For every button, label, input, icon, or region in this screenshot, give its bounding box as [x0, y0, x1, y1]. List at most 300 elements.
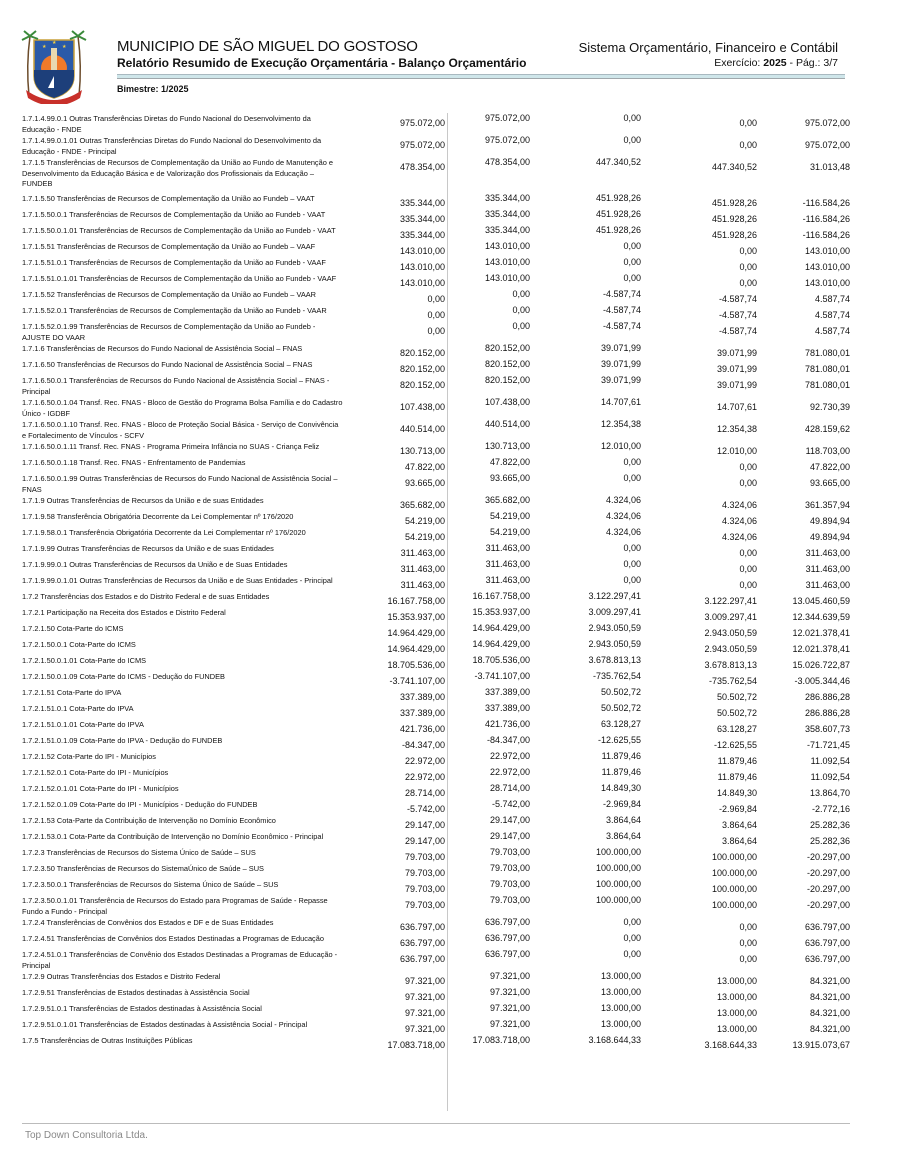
realized-in-bimester: 100.000,00: [595, 863, 641, 873]
updated-forecast: 143.010,00: [484, 257, 530, 267]
table-row: [0, 359, 900, 375]
initial-forecast: 636.797,00: [399, 922, 445, 932]
balance: 975.072,00: [804, 118, 850, 128]
updated-forecast: 16.167.758,00: [472, 591, 530, 601]
row-description: 1.7.2.1.50.0.1 Cota-Parte do ICMS: [22, 640, 136, 649]
table-row: [0, 457, 900, 473]
realized-to-date: 14.707,61: [716, 402, 757, 412]
realized-to-date: 447.340,52: [711, 162, 757, 172]
updated-forecast: 107.438,00: [484, 397, 530, 407]
realized-in-bimester: 14.849,30: [600, 783, 641, 793]
initial-forecast: 22.972,00: [404, 756, 445, 766]
balance: -116.584,26: [802, 214, 850, 224]
svg-text:★: ★: [62, 44, 67, 50]
initial-forecast: 79.703,00: [404, 884, 445, 894]
updated-forecast: 478.354,00: [484, 157, 530, 167]
municipal-coat-of-arms-logo: [20, 26, 88, 104]
realized-to-date: -4.587,74: [718, 326, 757, 336]
realized-to-date: 13.000,00: [716, 976, 757, 986]
updated-forecast: 22.972,00: [489, 751, 530, 761]
balance: 49.894,94: [809, 516, 850, 526]
realized-to-date: 0,00: [739, 118, 757, 128]
initial-forecast: 54.219,00: [404, 516, 445, 526]
realized-to-date: 100.000,00: [711, 868, 757, 878]
row-description: 1.7.1.5.50 Transferências de Recursos de Complementação da União ao Fundeb – VAAT: [22, 194, 315, 203]
table-row: [0, 671, 900, 687]
realized-to-date: 3.864,64: [721, 836, 757, 846]
balance: 975.072,00: [804, 140, 850, 150]
table-row: [0, 543, 900, 559]
balance: 11.092,54: [810, 772, 850, 782]
table-row: [0, 473, 900, 495]
updated-forecast: 335.344,00: [484, 225, 530, 235]
row-description: 1.7.2.1.52.0.1.09 Cota-Parte do IPI - Municípios - Dedução do FUNDEB: [22, 800, 258, 809]
balance: 636.797,00: [804, 922, 850, 932]
table-row: [0, 735, 900, 751]
row-description: 1.7.1.5.52.0.1.99 Transferências de Recursos de Complementação da União ao Fundeb - AJUSTE DO VAAR: [22, 322, 316, 342]
balance: 311.463,00: [805, 564, 850, 574]
realized-to-date: 3.168.644,33: [704, 1040, 757, 1050]
initial-forecast: 311.463,00: [400, 564, 445, 574]
realized-in-bimester: 39.071,99: [600, 375, 641, 385]
table-row: [0, 135, 900, 157]
realized-to-date: 4.324,06: [721, 516, 757, 526]
balance: 49.894,94: [809, 532, 850, 542]
updated-forecast: 143.010,00: [484, 241, 530, 251]
updated-forecast: 22.972,00: [489, 767, 530, 777]
realized-to-date: 0,00: [739, 478, 757, 488]
initial-forecast: 975.072,00: [399, 118, 445, 128]
updated-forecast: 47.822,00: [489, 457, 530, 467]
row-description: 1.7.1.5.52.0.1 Transferências de Recursos de Complementação da União ao Fundeb - VAAR: [22, 306, 327, 315]
realized-in-bimester: 0,00: [623, 917, 641, 927]
realized-in-bimester: 100.000,00: [595, 895, 641, 905]
balance: 12.344.639,59: [792, 612, 850, 622]
realized-to-date: 0,00: [739, 278, 757, 288]
table-row: [0, 815, 900, 831]
realized-to-date: 13.000,00: [716, 992, 757, 1002]
initial-forecast: 79.703,00: [404, 868, 445, 878]
initial-forecast: 18.705.536,00: [387, 660, 445, 670]
updated-forecast: 54.219,00: [489, 527, 530, 537]
table-row: [0, 305, 900, 321]
updated-forecast: 337.389,00: [484, 687, 530, 697]
row-description: 1.7.1.5.51.0.1 Transferências de Recursos de Complementação da União ao Fundeb - VAAF: [22, 258, 326, 267]
realized-in-bimester: -735.762,54: [592, 671, 641, 681]
row-description: 1.7.1.9.58.0.1 Transferência Obrigatória Decorrente da Lei Complementar nº 176/2020: [22, 528, 306, 537]
realized-to-date: 3.009.297,41: [704, 612, 757, 622]
balance: 311.463,00: [805, 580, 850, 590]
table-row: [0, 949, 900, 971]
balance: 4.587,74: [814, 326, 850, 336]
balance: 118.703,00: [805, 446, 850, 456]
initial-forecast: 365.682,00: [399, 500, 445, 510]
table-row: [0, 157, 900, 193]
realized-to-date: 0,00: [739, 548, 757, 558]
initial-forecast: 311.463,00: [400, 580, 445, 590]
updated-forecast: 975.072,00: [484, 113, 530, 123]
row-description: 1.7.1.6.50.0.1.11 Transf. Rec. FNAS - Programa Primeira Infância no SUAS - Criança Feliz: [22, 442, 320, 451]
row-description: 1.7.2.1.50.0.1.01 Cota-Parte do ICMS: [22, 656, 147, 665]
row-description: 1.7.1.9.99.0.1.01 Outras Transferências de Recursos da União e de Suas Entidades - Principal: [22, 576, 333, 585]
realized-to-date: 3.864,64: [721, 820, 757, 830]
table-row: [0, 441, 900, 457]
initial-forecast: 0,00: [427, 326, 445, 336]
realized-to-date: 3.678.813,13: [704, 660, 757, 670]
table-row: [0, 225, 900, 241]
updated-forecast: 130.713,00: [484, 441, 530, 451]
row-description: 1.7.1.9.58 Transferência Obrigatória Decorrente da Lei Complementar nº 176/2020: [22, 512, 294, 521]
row-description: 1.7.1.5.51.0.1.01 Transferências de Recursos de Complementação da União ao Fundeb - VAAF: [22, 274, 337, 283]
initial-forecast: 15.353.937,00: [387, 612, 445, 622]
realized-to-date: 451.928,26: [711, 230, 757, 240]
updated-forecast: 79.703,00: [489, 863, 530, 873]
table-row: [0, 719, 900, 735]
realized-in-bimester: 50.502,72: [600, 687, 641, 697]
table-row: [0, 241, 900, 257]
updated-forecast: 311.463,00: [485, 559, 530, 569]
footer-divider: [22, 1123, 850, 1124]
balance: -71.721,45: [806, 740, 850, 750]
row-description: 1.7.1.6.50 Transferências de Recursos do Fundo Nacional de Assistência Social – FNAS: [22, 360, 313, 369]
row-description: 1.7.1.6.50.0.1.04 Transf. Rec. FNAS - Bloco de Gestão do Programa Bolsa Família e do Cadastro Único - IGDBF: [22, 398, 343, 418]
initial-forecast: 143.010,00: [399, 278, 445, 288]
realized-in-bimester: 2.943.050,59: [588, 639, 641, 649]
table-row: [0, 895, 900, 917]
table-row: [0, 257, 900, 273]
realized-to-date: 0,00: [739, 564, 757, 574]
balance: -2.772,16: [811, 804, 850, 814]
row-description: 1.7.1.5.50.0.1 Transferências de Recursos de Complementação da União ao Fundeb - VAAT: [22, 210, 326, 219]
realized-in-bimester: 12.354,38: [600, 419, 641, 429]
balance: 781.080,01: [804, 364, 850, 374]
table-row: [0, 527, 900, 543]
updated-forecast: 97.321,00: [489, 1019, 530, 1029]
realized-in-bimester: 451.928,26: [595, 193, 641, 203]
initial-forecast: -5.742,00: [406, 804, 445, 814]
table-row: [0, 511, 900, 527]
updated-forecast: 335.344,00: [484, 193, 530, 203]
row-description: 1.7.2.1.52.0.1.01 Cota-Parte do IPI - Municípios: [22, 784, 179, 793]
balance: 286.886,28: [804, 708, 850, 718]
realized-to-date: 39.071,99: [716, 380, 757, 390]
updated-forecast: 820.152,00: [484, 343, 530, 353]
balance: 361.357,94: [804, 500, 850, 510]
table-row: [0, 987, 900, 1003]
row-description: 1.7.2.1.52.0.1 Cota-Parte do IPI - Municípios: [22, 768, 169, 777]
realized-in-bimester: 451.928,26: [595, 225, 641, 235]
realized-to-date: -4.587,74: [718, 294, 757, 304]
table-row: [0, 879, 900, 895]
municipality-name: MUNICIPIO DE SÃO MIGUEL DO GOSTOSO: [117, 38, 418, 55]
updated-forecast: 18.705.536,00: [472, 655, 530, 665]
realized-to-date: 0,00: [739, 262, 757, 272]
realized-in-bimester: 100.000,00: [595, 879, 641, 889]
initial-forecast: 975.072,00: [399, 140, 445, 150]
updated-forecast: 0,00: [512, 289, 530, 299]
realized-to-date: 0,00: [739, 580, 757, 590]
updated-forecast: -84.347,00: [486, 735, 530, 745]
row-description: 1.7.2.9.51 Transferências de Estados destinadas à Assistência Social: [22, 988, 250, 997]
table-row: [0, 113, 900, 135]
initial-forecast: 107.438,00: [399, 402, 445, 412]
realized-in-bimester: -4.587,74: [602, 305, 641, 315]
initial-forecast: 143.010,00: [399, 246, 445, 256]
updated-forecast: 0,00: [512, 321, 530, 331]
realized-in-bimester: 0,00: [623, 559, 641, 569]
table-row: [0, 917, 900, 933]
exercise-label: Exercício:: [714, 57, 761, 69]
updated-forecast: 636.797,00: [484, 933, 530, 943]
realized-to-date: 0,00: [739, 246, 757, 256]
balance: 636.797,00: [804, 938, 850, 948]
realized-in-bimester: 100.000,00: [595, 847, 641, 857]
realized-to-date: 12.010,00: [716, 446, 757, 456]
row-description: 1.7.1.5.50.0.1.01 Transferências de Recursos de Complementação da União ao Fundeb - VAAT: [22, 226, 336, 235]
initial-forecast: 14.964.429,00: [387, 644, 445, 654]
balance: -3.005.344,46: [794, 676, 850, 686]
initial-forecast: 335.344,00: [399, 230, 445, 240]
updated-forecast: 636.797,00: [484, 949, 530, 959]
initial-forecast: 0,00: [427, 294, 445, 304]
initial-forecast: 97.321,00: [404, 1024, 445, 1034]
table-row: [0, 971, 900, 987]
realized-to-date: 11.879,46: [717, 756, 757, 766]
initial-forecast: 79.703,00: [404, 900, 445, 910]
updated-forecast: 97.321,00: [489, 1003, 530, 1013]
realized-in-bimester: 3.678.813,13: [588, 655, 641, 665]
table-row: [0, 767, 900, 783]
realized-in-bimester: 63.128,27: [600, 719, 641, 729]
updated-forecast: 54.219,00: [489, 511, 530, 521]
realized-to-date: -4.587,74: [718, 310, 757, 320]
table-row: [0, 863, 900, 879]
updated-forecast: 79.703,00: [489, 847, 530, 857]
updated-forecast: 14.964.429,00: [472, 623, 530, 633]
initial-forecast: 636.797,00: [399, 938, 445, 948]
row-description: 1.7.1.9.99 Outras Transferências de Recursos da União e de suas Entidades: [22, 544, 274, 553]
realized-to-date: -735.762,54: [708, 676, 757, 686]
row-description: 1.7.2 Transferências dos Estados e do Distrito Federal e de suas Entidades: [22, 592, 270, 601]
initial-forecast: 337.389,00: [399, 692, 445, 702]
row-description: 1.7.2.1.51.0.1.01 Cota-Parte do IPVA: [22, 720, 144, 729]
table-row: [0, 397, 900, 419]
initial-forecast: 440.514,00: [399, 424, 445, 434]
realized-to-date: 0,00: [739, 140, 757, 150]
table-row: [0, 687, 900, 703]
realized-to-date: 100.000,00: [711, 900, 757, 910]
updated-forecast: 975.072,00: [484, 135, 530, 145]
table-row: [0, 783, 900, 799]
realized-to-date: 50.502,72: [716, 692, 757, 702]
row-description: 1.7.1.6.50.0.1.10 Transf. Rec. FNAS - Bloco de Proteção Social Básica - Serviço de Convivência e Fortalecimento de Vínculos - SCFV: [22, 420, 339, 440]
page-number: - Pág.: 3/7: [789, 57, 838, 69]
row-description: 1.7.2.1.53.0.1 Cota-Parte da Contribuição de Intervenção no Domínio Econômico - Principal: [22, 832, 324, 841]
row-description: 1.7.2.3.50 Transferências de Recursos do SistemaÚnico de Saúde – SUS: [22, 864, 264, 873]
initial-forecast: 28.714,00: [404, 788, 445, 798]
initial-forecast: 311.463,00: [400, 548, 445, 558]
row-description: 1.7.2.1.50 Cota-Parte do ICMS: [22, 624, 124, 633]
realized-in-bimester: 2.943.050,59: [588, 623, 641, 633]
table-row: [0, 799, 900, 815]
row-description: 1.7.2.1.50.0.1.09 Cota-Parte do ICMS - Dedução do FUNDEB: [22, 672, 225, 681]
realized-in-bimester: -2.969,84: [602, 799, 641, 809]
initial-forecast: 93.665,00: [404, 478, 445, 488]
initial-forecast: 22.972,00: [404, 772, 445, 782]
table-row: [0, 193, 900, 209]
balance: 11.092,54: [810, 756, 850, 766]
row-description: 1.7.2.1.51.0.1.09 Cota-Parte do IPVA - Dedução do FUNDEB: [22, 736, 223, 745]
balance: 311.463,00: [805, 548, 850, 558]
updated-forecast: 440.514,00: [484, 419, 530, 429]
realized-in-bimester: 11.879,46: [601, 767, 641, 777]
balance: 12.021.378,41: [792, 628, 850, 638]
table-row: [0, 703, 900, 719]
table-row: [0, 289, 900, 305]
initial-forecast: 820.152,00: [399, 364, 445, 374]
initial-forecast: 14.964.429,00: [387, 628, 445, 638]
realized-in-bimester: 3.009.297,41: [588, 607, 641, 617]
table-row: [0, 419, 900, 441]
row-description: 1.7.2.3.50.0.1.01 Transferência de Recursos do Estado para Programas de Saúde - Repasse Fundo a Fundo - Principal: [22, 896, 328, 916]
initial-forecast: 143.010,00: [399, 262, 445, 272]
initial-forecast: 130.713,00: [399, 446, 445, 456]
realized-to-date: -2.969,84: [718, 804, 757, 814]
realized-to-date: 4.324,06: [721, 532, 757, 542]
balance: 143.010,00: [804, 262, 850, 272]
realized-in-bimester: 0,00: [623, 575, 641, 585]
updated-forecast: 15.353.937,00: [472, 607, 530, 617]
initial-forecast: 79.703,00: [404, 852, 445, 862]
initial-forecast: 335.344,00: [399, 198, 445, 208]
balance: 84.321,00: [809, 1008, 850, 1018]
realized-to-date: 0,00: [739, 954, 757, 964]
realized-to-date: 50.502,72: [716, 708, 757, 718]
row-description: 1.7.1.6.50.0.1 Transferências de Recursos do Fundo Nacional de Assistência Social – FNAS - Principal: [22, 376, 330, 396]
row-description: 1.7.1.9 Outras Transferências de Recursos da União e de suas Entidades: [22, 496, 264, 505]
updated-forecast: 337.389,00: [484, 703, 530, 713]
initial-forecast: 636.797,00: [399, 954, 445, 964]
initial-forecast: 97.321,00: [404, 1008, 445, 1018]
initial-forecast: 29.147,00: [404, 836, 445, 846]
updated-forecast: 79.703,00: [489, 879, 530, 889]
initial-forecast: 337.389,00: [399, 708, 445, 718]
updated-forecast: 97.321,00: [489, 987, 530, 997]
realized-in-bimester: 14.707,61: [600, 397, 641, 407]
realized-in-bimester: 447.340,52: [595, 157, 641, 167]
updated-forecast: 311.463,00: [485, 575, 530, 585]
initial-forecast: 17.083.718,00: [387, 1040, 445, 1050]
initial-forecast: 820.152,00: [399, 348, 445, 358]
initial-forecast: 29.147,00: [404, 820, 445, 830]
row-description: 1.7.1.5 Transferências de Recursos de Complementação da União ao Fundo de Manutenção e Desenvolvimento da Educação Básica e de Valorização dos Profissionais da Educação – FUNDEB: [22, 158, 334, 188]
realized-to-date: 100.000,00: [711, 852, 757, 862]
initial-forecast: 335.344,00: [399, 214, 445, 224]
updated-forecast: 820.152,00: [484, 375, 530, 385]
realized-in-bimester: 13.000,00: [600, 971, 641, 981]
updated-forecast: 0,00: [512, 305, 530, 315]
initial-forecast: 16.167.758,00: [387, 596, 445, 606]
bimester-label: Bimestre: 1/2025: [117, 84, 189, 94]
realized-in-bimester: 0,00: [623, 543, 641, 553]
table-row: [0, 575, 900, 591]
realized-in-bimester: 12.010,00: [600, 441, 641, 451]
realized-in-bimester: 4.324,06: [605, 527, 641, 537]
updated-forecast: 365.682,00: [484, 495, 530, 505]
balance: 84.321,00: [809, 1024, 850, 1034]
row-description: 1.7.1.4.99.0.1 Outras Transferências Diretas do Fundo Nacional do Desenvolvimento da Educação - FNDE: [22, 114, 311, 134]
balance: -20.297,00: [806, 900, 850, 910]
realized-to-date: 12.354,38: [716, 424, 757, 434]
updated-forecast: 820.152,00: [484, 359, 530, 369]
realized-to-date: 39.071,99: [716, 364, 757, 374]
table-row: [0, 831, 900, 847]
row-description: 1.7.2.9.51.0.1 Transferências de Estados destinadas à Assistência Social: [22, 1004, 262, 1013]
balance: 25.282,36: [809, 820, 850, 830]
realized-in-bimester: 3.864,64: [605, 815, 641, 825]
row-description: 1.7.2.1.53 Cota-Parte da Contribuição de Intervenção no Domínio Econômico: [22, 816, 276, 825]
updated-forecast: 335.344,00: [484, 209, 530, 219]
row-description: 1.7.2.4.51 Transferências de Convênios dos Estados Destinadas a Programas de Educação: [22, 934, 324, 943]
row-description: 1.7.1.5.52 Transferências de Recursos de Complementação da União ao Fundeb – VAAR: [22, 290, 317, 299]
realized-in-bimester: -4.587,74: [602, 289, 641, 299]
balance: 636.797,00: [804, 954, 850, 964]
row-description: 1.7.2.1.51 Cota-Parte do IPVA: [22, 688, 122, 697]
initial-forecast: 820.152,00: [399, 380, 445, 390]
table-row: [0, 343, 900, 359]
system-name: Sistema Orçamentário, Financeiro e Contábil: [578, 40, 838, 55]
balance: 84.321,00: [809, 992, 850, 1002]
balance: 84.321,00: [809, 976, 850, 986]
realized-in-bimester: 0,00: [623, 241, 641, 251]
realized-in-bimester: 0,00: [623, 457, 641, 467]
row-description: 1.7.2.3.50.0.1 Transferências de Recursos do Sistema Único de Saúde – SUS: [22, 880, 279, 889]
balance: 31.013,48: [809, 162, 850, 172]
budget-table: [0, 113, 900, 1051]
realized-to-date: 13.000,00: [716, 1024, 757, 1034]
row-description: 1.7.2.1 Participação na Receita dos Estados e Distrito Federal: [22, 608, 226, 617]
realized-to-date: 451.928,26: [711, 214, 757, 224]
realized-in-bimester: 0,00: [623, 473, 641, 483]
realized-in-bimester: 13.000,00: [600, 1019, 641, 1029]
initial-forecast: 47.822,00: [404, 462, 445, 472]
realized-in-bimester: 39.071,99: [600, 359, 641, 369]
row-description: 1.7.1.6.50.0.1.18 Transf. Rec. FNAS - Enfrentamento de Pandemias: [22, 458, 246, 467]
report-title: Relatório Resumido de Execução Orçamentária - Balanço Orçamentário: [117, 56, 527, 70]
row-description: 1.7.1.9.99.0.1 Outras Transferências de Recursos da União e de Suas Entidades: [22, 560, 288, 569]
balance: 428.159,62: [804, 424, 850, 434]
realized-in-bimester: 0,00: [623, 257, 641, 267]
balance: 12.021.378,41: [792, 644, 850, 654]
balance: 92.730,39: [809, 402, 850, 412]
table-row: [0, 607, 900, 623]
realized-to-date: 14.849,30: [716, 788, 757, 798]
table-row: [0, 273, 900, 289]
updated-forecast: 29.147,00: [489, 815, 530, 825]
realized-in-bimester: -4.587,74: [602, 321, 641, 331]
balance: 4.587,74: [814, 310, 850, 320]
updated-forecast: 14.964.429,00: [472, 639, 530, 649]
updated-forecast: 93.665,00: [489, 473, 530, 483]
row-description: 1.7.2.9.51.0.1.01 Transferências de Estados destinadas à Assistência Social - Principal: [22, 1020, 308, 1029]
updated-forecast: -5.742,00: [491, 799, 530, 809]
realized-to-date: 100.000,00: [711, 884, 757, 894]
realized-in-bimester: 3.168.644,33: [588, 1035, 641, 1045]
header-divider: [117, 74, 845, 79]
updated-forecast: 17.083.718,00: [472, 1035, 530, 1045]
row-description: 1.7.1.4.99.0.1.01 Outras Transferências Diretas do Fundo Nacional do Desenvolvimento da Educação - FNDE - Principal: [22, 136, 322, 156]
table-row: [0, 1019, 900, 1035]
